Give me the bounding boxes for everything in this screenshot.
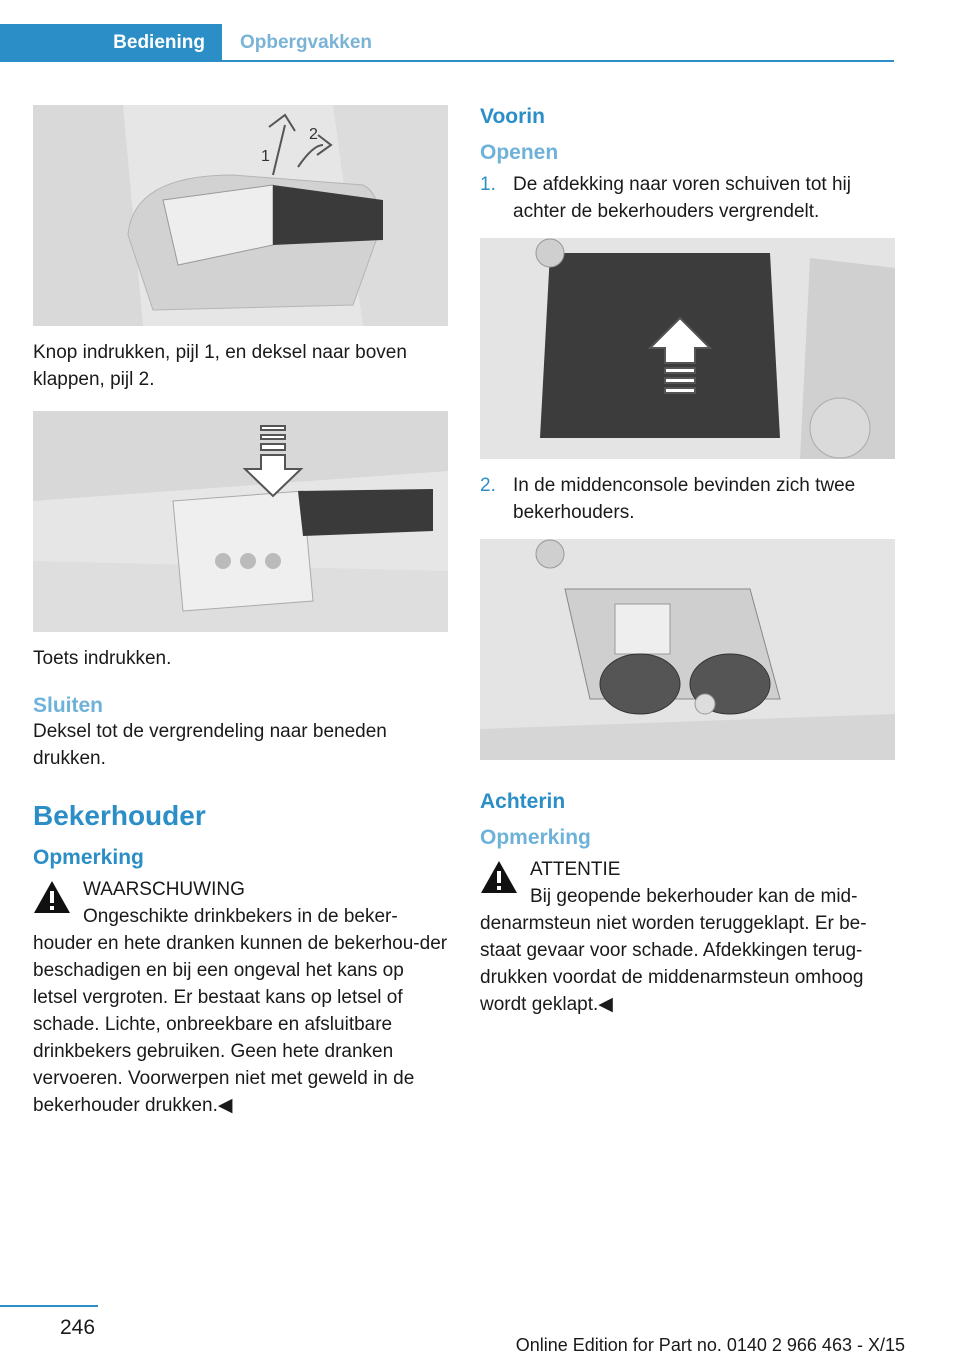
footer-divider <box>0 1305 98 1307</box>
step-text: De afdekking naar voren schuiven tot hij achter de bekerhouders vergrendelt. <box>513 174 851 222</box>
step-number: 1. <box>480 174 496 195</box>
header-tabs <box>0 0 960 64</box>
heading-openen: Openen <box>480 141 559 164</box>
warning-title: WAARSCHUWING <box>83 879 245 900</box>
step-number: 2. <box>480 475 496 496</box>
attention-text: denarmsteun niet worden teruggeklapt. Er be-staat gevaar voor schade. Afdekkingen terug-drukken voordat de middenarmsteun omhoog wordt geklapt.◀ <box>480 913 867 1015</box>
heading-opmerking-right: Opmerking <box>480 826 591 849</box>
sluiten-text: Deksel tot de vergrendeling naar beneden drukken. <box>33 721 387 769</box>
edition-text: Online Edition for Part no. 0140 2 966 463 - X/15 <box>515 1335 905 1355</box>
right-column <box>480 105 895 1018</box>
console-cover-illustration <box>480 238 895 459</box>
step-text: In de middenconsole bevinden zich twee bekerhouders. <box>513 475 856 523</box>
tab-opbergvakken[interactable]: Opbergvakken <box>240 32 372 53</box>
attention-block <box>480 856 895 1018</box>
arrow-label-2: 2 <box>309 126 318 143</box>
cupholders-illustration <box>480 539 895 760</box>
warning-icon <box>33 880 71 914</box>
list-item <box>480 171 895 225</box>
warning-text: houder en hete dranken kunnen de bekerhou-der beschadigen en bij een ongeval het kans op letsel vergroten. Er bestaat kans op letsel of schade. Lichte, onbreekbare en afsluitbare drinkbekers gebruiken. Geen hete dranken vervoeren. Voorwerpen niet met geweld in de bekerhouder drukken.◀ <box>33 933 448 1116</box>
arrow-label-1: 1 <box>261 148 270 165</box>
caption-press-button: Toets indrukken. <box>33 648 172 669</box>
heading-bekerhouder: Bekerhouder <box>33 800 206 831</box>
list-item <box>480 472 895 526</box>
page-number: 246 <box>60 1316 96 1339</box>
attention-text-first-line: Bij geopende bekerhouder kan de mid- <box>530 886 858 907</box>
heading-achterin: Achterin <box>480 790 566 813</box>
warning-text-first-line: Ongeschikte drinkbekers in de beker- <box>83 906 398 927</box>
heading-opmerking-left: Opmerking <box>33 846 144 869</box>
armrest-button-illustration <box>33 411 448 632</box>
caption-open-lid: Knop indrukken, pijl 1, en deksel naar boven klappen, pijl 2. <box>33 342 407 390</box>
warning-block <box>33 876 448 1119</box>
heading-voorin: Voorin <box>480 105 545 128</box>
left-column <box>33 105 448 1119</box>
attention-title: ATTENTIE <box>530 859 621 880</box>
header-divider <box>222 60 894 62</box>
armrest-open-illustration <box>33 105 448 326</box>
tab-bediening[interactable]: Bediening <box>0 24 222 62</box>
warning-icon <box>480 860 518 894</box>
heading-sluiten: Sluiten <box>33 694 104 717</box>
